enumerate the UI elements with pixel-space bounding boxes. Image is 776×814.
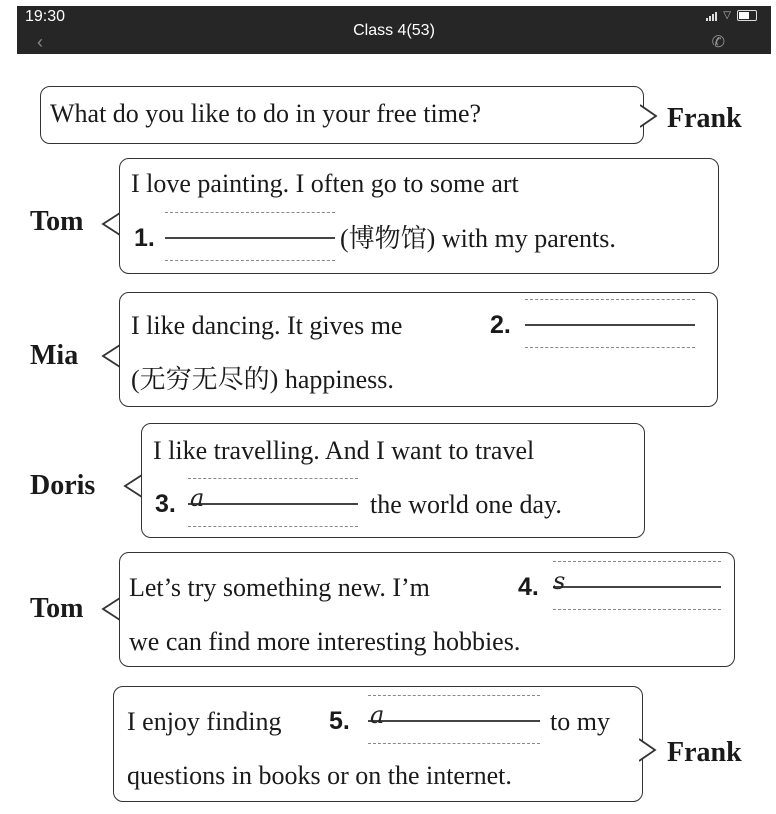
tom-2-line-1: Let’s try something new. I’m	[129, 573, 430, 602]
battery-icon	[737, 10, 757, 21]
speech-bubble-mia	[119, 292, 718, 407]
status-time: 19:30	[25, 8, 66, 25]
speaker-frank: Frank	[667, 103, 742, 134]
question-number-4: 4.	[518, 573, 539, 601]
handwritten-answer-5: a	[370, 701, 385, 729]
handwritten-answer-3: a	[190, 484, 205, 512]
frank-answer-line-2: questions in books or on the internet.	[127, 761, 512, 790]
doris-line-2: the world one day.	[370, 490, 562, 519]
frank-answer-line-1: I enjoy finding	[127, 707, 282, 736]
doris-line-1: I like travelling. And I want to travel	[153, 436, 535, 465]
frank-question-text: What do you like to do in your free time?	[50, 99, 482, 128]
question-number-3: 3.	[155, 490, 176, 518]
back-chevron-icon[interactable]: ‹	[37, 32, 43, 52]
answer-blank-4[interactable]	[553, 551, 721, 621]
speaker-doris: Doris	[30, 470, 96, 501]
bubble-tail	[639, 738, 659, 762]
handwritten-answer-4: s	[553, 567, 566, 595]
mia-line-1: I like dancing. It gives me	[131, 311, 403, 340]
answer-blank-3[interactable]	[188, 468, 358, 538]
mia-line-2: (无穷无尽的) happiness.	[131, 365, 394, 394]
wifi-icon: ▽	[723, 10, 731, 21]
speech-bubble-doris	[141, 423, 645, 538]
question-number-5: 5.	[329, 707, 350, 735]
answer-blank-5[interactable]	[368, 685, 540, 755]
tom-2-line-2: we can find more interesting hobbies.	[129, 627, 521, 656]
speech-bubble-frank-answer	[113, 686, 643, 802]
speaker-frank: Frank	[667, 737, 742, 768]
speech-bubble-tom-2	[119, 552, 735, 667]
speaker-tom: Tom	[30, 206, 84, 237]
answer-blank-1[interactable]	[165, 202, 335, 272]
system-indicators	[706, 10, 757, 21]
question-number-2: 2.	[490, 311, 511, 339]
status-bar	[17, 6, 771, 54]
frank-answer-line-1-end: to my	[550, 707, 610, 736]
speech-bubble-tom-1	[119, 158, 719, 274]
speech-bubble-frank-question	[40, 86, 644, 144]
tom-1-line-2: (博物馆) with my parents.	[340, 224, 616, 253]
speaker-mia: Mia	[30, 340, 79, 371]
chat-title: Class 4(53)	[353, 22, 435, 39]
signal-icon	[706, 11, 717, 21]
tom-1-line-1: I love painting. I often go to some art	[131, 169, 519, 198]
answer-blank-2[interactable]	[525, 289, 695, 359]
bubble-tail	[640, 104, 660, 128]
question-number-1: 1.	[134, 224, 155, 252]
call-icon[interactable]: ✆	[711, 34, 725, 51]
speaker-tom: Tom	[30, 593, 84, 624]
